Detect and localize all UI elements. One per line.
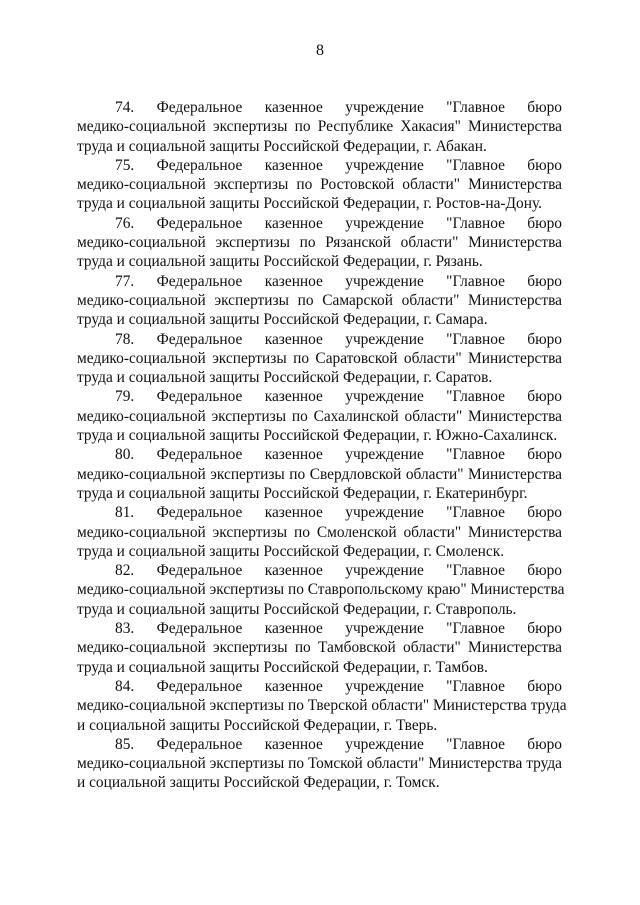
list-item (77, 735, 562, 793)
entry-line: медико-социальной экспертизы по Самарской области" Министерства (77, 291, 562, 309)
entry-line: медико-социальной экспертизы по Рязанской области" Министерства (77, 234, 562, 252)
entry-line: труда и социальной защиты Российской Федерации, г. Ростов-на-Дону. (77, 195, 542, 213)
entry-line: 79. Федеральное казенное учреждение "Главное бюро (115, 388, 562, 406)
entry-line: 75. Федеральное казенное учреждение "Главное бюро (115, 156, 562, 174)
list-item (77, 330, 562, 388)
entry-line: 80. Федеральное казенное учреждение "Главное бюро (115, 446, 562, 464)
list-item (77, 445, 562, 503)
entry-line: 76. Федеральное казенное учреждение "Главное бюро (115, 214, 562, 232)
entry-line: труда и социальной защиты Российской Федерации, г. Абакан. (77, 137, 487, 155)
entry-line: и социальной защиты Российской Федерации, г. Тверь. (77, 716, 438, 734)
entry-line: труда и социальной защиты Российской Федерации, г. Тамбов. (77, 658, 488, 676)
list-item (77, 619, 562, 677)
document-body (77, 98, 567, 793)
list-item (77, 503, 562, 561)
entry-line: 74. Федеральное казенное учреждение "Главное бюро (115, 99, 562, 116)
entry-line: труда и социальной защиты Российской Федерации, г. Самара. (77, 311, 488, 329)
entry-line: медико-социальной экспертизы по Тамбовской области" Министерства (77, 639, 562, 657)
entry-line: труда и социальной защиты Российской Федерации, г. Екатеринбург. (77, 484, 528, 502)
entry-line: труда и социальной защиты Российской Федерации, г. Ставрополь. (77, 600, 517, 618)
entry-line: медико-социальной экспертизы по Саратовской области" Министерства (77, 349, 562, 367)
entry-line: 83. Федеральное казенное учреждение "Главное бюро (115, 620, 562, 638)
entry-line: труда и социальной защиты Российской Федерации, г. Южно-Сахалинск. (77, 427, 558, 445)
list-item (77, 98, 562, 156)
list-item (77, 272, 562, 330)
entry-line: медико-социальной экспертизы по Ставропольскому краю" Министерства (77, 581, 565, 599)
entry-line: 82. Федеральное казенное учреждение "Главное бюро (115, 562, 562, 580)
entry-line: 77. Федеральное казенное учреждение "Главное бюро (115, 272, 562, 290)
list-item (77, 677, 567, 735)
entry-line: 84. Федеральное казенное учреждение "Главное бюро (115, 677, 562, 695)
entry-line: медико-социальной экспертизы по Сахалинской области" Министерства (77, 407, 562, 425)
entry-line: и социальной защиты Российской Федерации, г. Томск. (77, 774, 440, 792)
entry-line: медико-социальной экспертизы по Ростовской области" Министерства (77, 176, 562, 194)
entry-line: 81. Федеральное казенное учреждение "Главное бюро (115, 504, 562, 522)
entry-line: труда и социальной защиты Российской Федерации, г. Саратов. (77, 369, 493, 387)
list-item (77, 156, 562, 214)
entry-line: труда и социальной защиты Российской Федерации, г. Рязань. (77, 253, 483, 271)
entry-line: 85. Федеральное казенное учреждение "Главное бюро (115, 735, 562, 753)
list-item (77, 561, 565, 619)
entry-line: медико-социальной экспертизы по Свердловской области" Министерства (77, 465, 562, 483)
entry-line: 78. Федеральное казенное учреждение "Главное бюро (115, 330, 562, 348)
entry-line: медико-социальной экспертизы по Республике Хакасия" Министерства (77, 118, 562, 136)
list-item (77, 214, 562, 272)
list-item (77, 387, 562, 445)
page-number: 8 (316, 42, 324, 59)
entry-line: медико-социальной экспертизы по Тверской области" Министерства труда (77, 697, 567, 715)
entry-line: труда и социальной защиты Российской Федерации, г. Смоленск. (77, 542, 505, 560)
entry-line: медико-социальной экспертизы по Томской области" Министерства труда (77, 755, 562, 773)
entry-line: медико-социальной экспертизы по Смоленской области" Министерства (77, 523, 562, 541)
